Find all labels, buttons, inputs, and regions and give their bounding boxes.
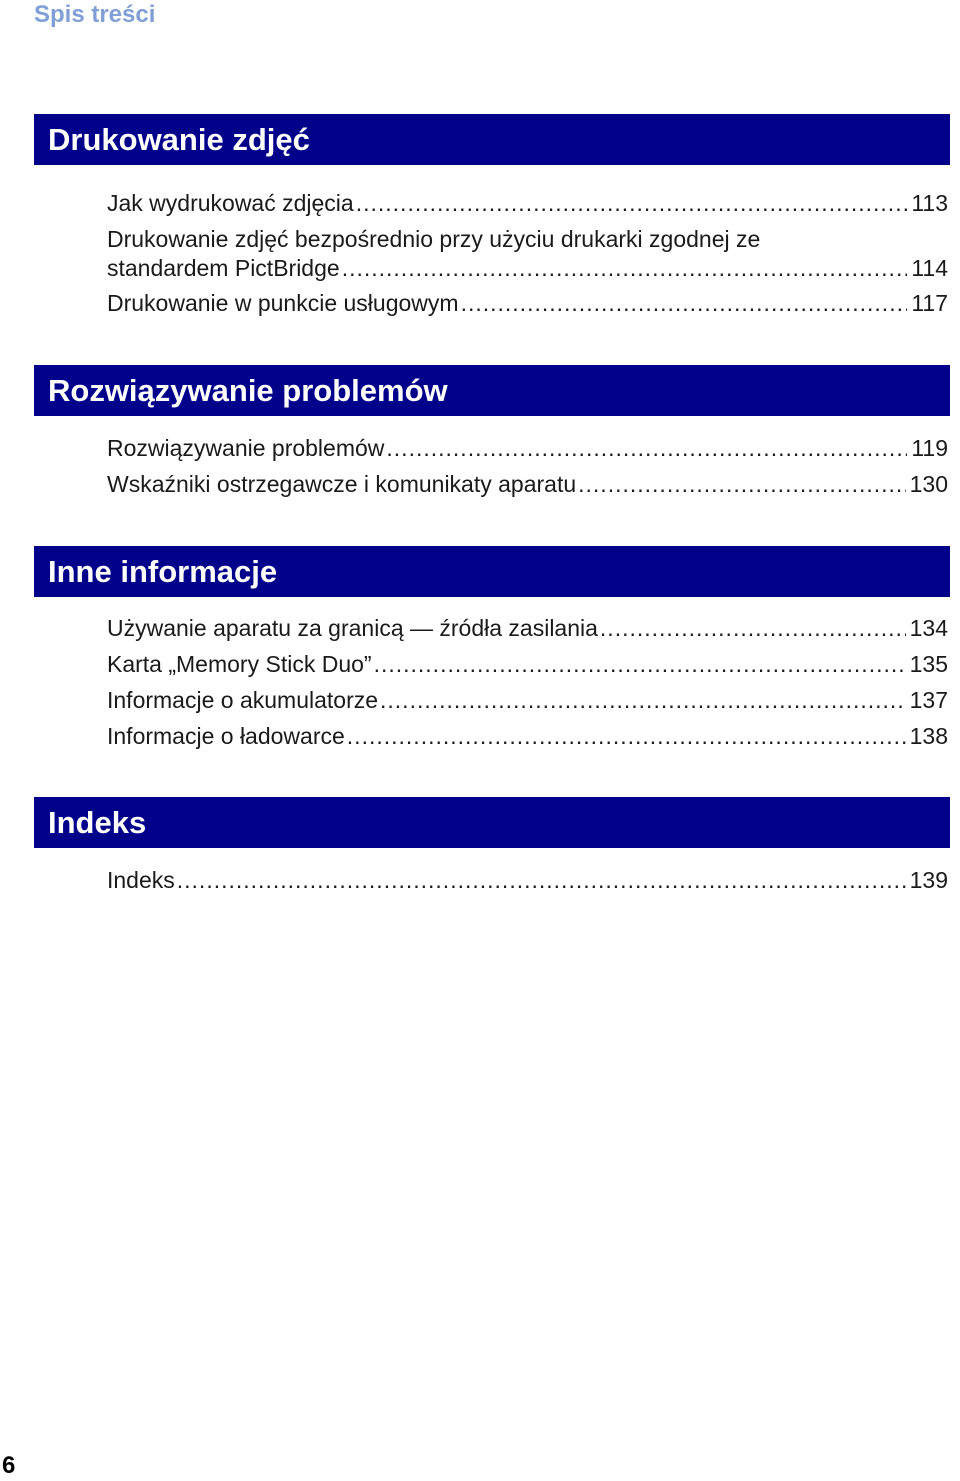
dot-leader [374, 650, 906, 679]
toc-entry-page: 113 [911, 190, 948, 216]
toc-entry-label: Wskaźniki ostrzegawcze i komunikaty aparatu [107, 471, 577, 497]
section-heading-rozwiazywanie: Rozwiązywanie problemów [34, 365, 950, 416]
dot-leader [342, 254, 908, 283]
section-heading-inne-informacje: Inne informacje [34, 546, 950, 597]
dot-leader [578, 470, 905, 499]
toc-entry-page: 137 [909, 687, 948, 713]
section-heading-drukowanie: Drukowanie zdjęć [34, 114, 950, 165]
toc-entry[interactable] [107, 189, 948, 218]
toc-entry-page: 130 [909, 471, 948, 497]
toc-entry[interactable] [107, 686, 948, 715]
toc-entry[interactable] [107, 722, 948, 751]
dot-leader [177, 866, 906, 895]
toc-entry-label: Używanie aparatu za granicą — źródła zasilania [107, 615, 598, 641]
toc-entry-label: Informacje o ładowarce [107, 723, 345, 749]
section-heading-indeks: Indeks [34, 797, 950, 848]
toc-entry[interactable] [107, 650, 948, 679]
toc-entry[interactable] [107, 614, 948, 643]
toc-entry[interactable] [107, 866, 948, 895]
toc-entry-label: Indeks [107, 867, 175, 893]
dot-leader [347, 722, 906, 751]
dot-leader [380, 686, 906, 715]
running-head: Spis treści [34, 1, 156, 28]
toc-entry-page: 117 [911, 290, 948, 316]
toc-entry-page: 135 [909, 651, 948, 677]
dot-leader [600, 614, 906, 643]
toc-entry-page: 139 [909, 867, 948, 893]
toc-entry-label: Rozwiązywanie problemów [107, 435, 385, 461]
toc-entry-page: 138 [909, 723, 948, 749]
toc-entry[interactable] [107, 470, 948, 499]
toc-entry-label: Karta „Memory Stick Duo” [107, 651, 372, 677]
toc-entry-label: Jak wydrukować zdjęcia [107, 190, 354, 216]
toc-entry[interactable] [107, 289, 948, 318]
toc-entry-page: 134 [909, 615, 948, 641]
dot-leader [461, 289, 908, 318]
toc-entry-page: 119 [911, 435, 948, 461]
toc-entry-label: Informacje o akumulatorze [107, 687, 379, 713]
page-number: 6 [2, 1452, 16, 1479]
toc-entry-label: Drukowanie w punkcie usługowym [107, 290, 459, 316]
toc-entry-label-line1: Drukowanie zdjęć bezpośrednio przy użyciu drukarki zgodnej ze [107, 226, 761, 252]
dot-leader [356, 189, 908, 218]
toc-entry[interactable] [107, 225, 948, 283]
toc-entry-label: standardem PictBridge [107, 255, 340, 281]
toc-entry-page: 114 [911, 255, 948, 281]
dot-leader [386, 434, 907, 463]
toc-entry[interactable] [107, 434, 948, 463]
